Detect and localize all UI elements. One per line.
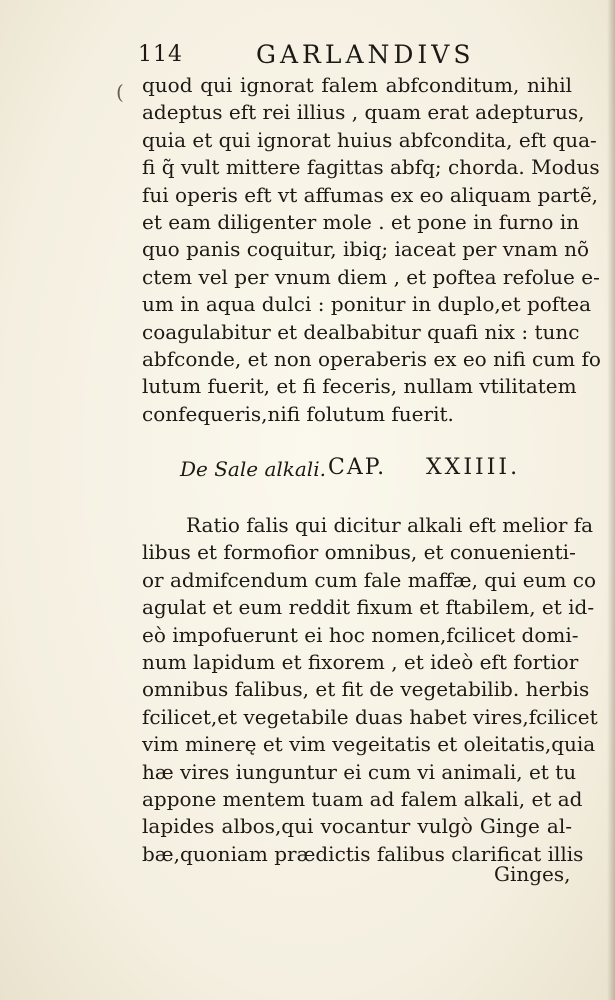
page-edge-shadow — [607, 0, 615, 1000]
text-line: omnibus falibus, et fit de vegetabilib. herbis — [142, 677, 590, 702]
text-line: adeptus eft rei illius , quam erat adepturus, — [142, 100, 585, 125]
text-line: um in aqua dulci : ponitur in duplo,et poftea — [142, 292, 592, 317]
text-line: hæ vires iunguntur ei cum vi animali, et tu — [142, 759, 577, 784]
text-line: quod qui ignorat falem abfconditum, nihil — [142, 73, 572, 97]
chapter-heading — [180, 455, 540, 485]
text-line: confequeris,nifi folutum fuerit. — [142, 401, 454, 426]
margin-mark: ( — [116, 80, 124, 104]
page-header — [138, 38, 498, 74]
text-line: fi q̃ vult mittere fagittas abfq; chorda. Modus — [142, 155, 600, 180]
text-line: lutum fuerit, et fi feceris, nullam vtilitatem — [142, 374, 577, 399]
text-line: coagulabitur et dealbabitur quafi nix : tunc — [142, 319, 580, 344]
text-line: or admifcendum cum fale maffæ, qui eum co — [142, 567, 597, 592]
text-line: abfconde, et non operaberis ex eo nifi cum fo — [142, 347, 601, 372]
text-line: agulat et eum reddit fixum et ftabilem, et id- — [142, 595, 595, 620]
page-number: 114 — [138, 42, 183, 67]
paragraph-1 — [142, 72, 601, 428]
text-line: fcilicet,et vegetabile duas habet vires,fcilicet — [142, 704, 598, 729]
text-line: quia et qui ignorat huius abfcondita, eft qua- — [142, 127, 597, 152]
text-line: eò impofuerunt ei hoc nomen,fcilicet domi- — [142, 622, 579, 647]
text-line: et eam diligenter mole . et pone in furno in — [142, 210, 580, 235]
text-line: lapides albos,qui vocantur vulgò Ginge al- — [142, 814, 572, 839]
chapter-title: De Sale alkali. — [180, 457, 326, 481]
text-line: appone mentem tuam ad falem alkali, et ad — [142, 787, 583, 812]
running-head: GARLANDIVS — [256, 40, 475, 69]
text-line: num lapidum et fixorem , et ideò eft fortior — [142, 650, 579, 675]
text-line: fui operis eft vt affumas ex eo aliquam partẽ, — [142, 182, 599, 207]
text-line: Ratio falis qui dicitur alkali eft melior fa — [186, 513, 594, 537]
text-line: vim minerę et vim vegeitatis et oleitatis,quia — [142, 732, 596, 757]
paragraph-2 — [142, 512, 598, 868]
text-line: ctem vel per vnum diem , et poftea refolue e- — [142, 264, 600, 289]
text-line: quo panis coquitur, ibiq; iaceat per vnam nõ — [142, 237, 590, 262]
text-line: bæ,quoniam prædictis falibus clarificat illis — [142, 841, 584, 866]
catchword: Ginges, — [494, 862, 571, 886]
text-line: libus et formofior omnibus, et conuenienti- — [142, 540, 576, 565]
chapter-label: CAP. — [328, 455, 387, 480]
chapter-number: XXIIII. — [426, 455, 521, 480]
